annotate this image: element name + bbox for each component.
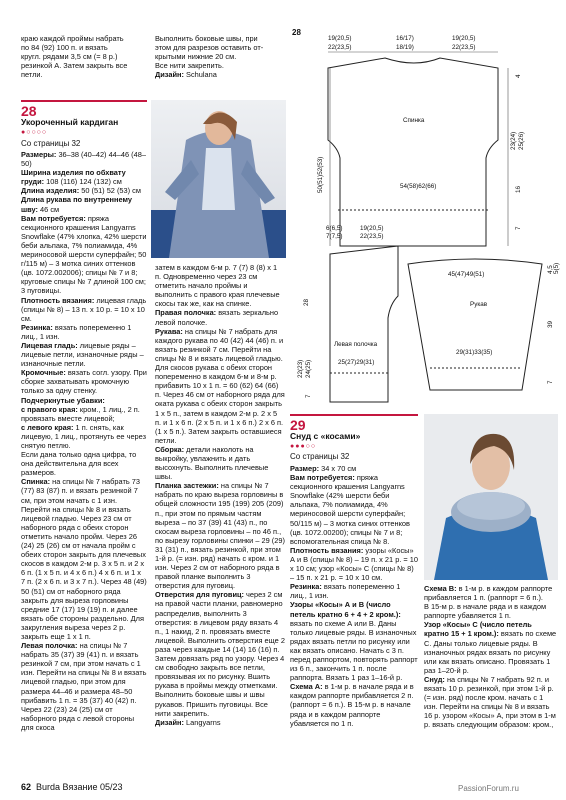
instruction-paragraph <box>155 481 285 590</box>
paragraph-heading: Снуд: <box>424 674 445 684</box>
back-top-mid-1: 16/17) <box>396 35 414 42</box>
snood-photo <box>424 414 558 580</box>
paragraph-heading: Кромочные: <box>21 368 66 378</box>
item-28-difficulty: ●○○○○ <box>21 129 48 136</box>
front-left-dim-4: 7 <box>305 394 312 398</box>
back-top-mid-2: 18/19) <box>396 44 414 51</box>
paragraph-text: Если дана только одна цифра, то она действительна для всех размеров. <box>21 450 137 478</box>
back-height: 50(51)52(53) <box>317 156 324 193</box>
paragraph-heading: Отверстия для пуговиц: <box>155 590 244 600</box>
instruction-paragraph <box>155 590 285 717</box>
paragraph-heading: Правая полочка: <box>155 308 217 318</box>
text-line: Все нити закрепить. <box>155 61 224 71</box>
front-label: Левая полочка <box>334 341 378 348</box>
instruction-paragraph <box>21 296 147 323</box>
paragraph-heading: Дизайн: <box>155 717 184 727</box>
paragraph-heading: Резинка: <box>290 582 322 592</box>
item-29-left-column <box>290 464 418 728</box>
paragraph-heading: Схема А: <box>290 682 323 692</box>
paragraph-text: 108 (116) 124 (132) см <box>44 177 122 187</box>
text-line: этом для разрезов оставить от- <box>155 43 264 53</box>
item-28-left-column <box>21 150 147 732</box>
top-mid-text <box>155 34 285 79</box>
paragraph-heading: Узор «Косы» С (число петель кратно 15 + 1 кром.): <box>424 620 532 639</box>
paragraph-text: вязать попеременно 1 лиц., 1 изн. <box>290 582 401 601</box>
back-piece <box>328 58 498 246</box>
instruction-paragraph <box>424 584 558 602</box>
paragraph-text: 50 (51) 52 (53) см <box>79 186 141 196</box>
paragraph-text: Langyarns <box>183 717 221 727</box>
paragraph-heading: с правого края: <box>21 404 78 414</box>
designer-label: Дизайн: <box>155 70 184 80</box>
instruction-paragraph <box>290 546 418 582</box>
paragraph-text: лицевая гладь (спицы № 8) – 13 п. х 10 р. = 10 х 10 см. <box>21 295 147 323</box>
instruction-paragraph <box>21 477 147 641</box>
paragraph-heading: Сборка: <box>155 444 185 454</box>
paragraph-text: на спицы № 7 набрать 35 (37) 39 (41) п. и вязать резинкой 7 см, при этом начать с 1 изн. Перейти на спицы № 8 и вязать лицевой гладью, при этом для размера 44–46 и размера 48–50 прибавить 1 п. = 35 (37) 40 (42) п. Через 22 (23) 24 (25) см от наборного ряда с левой стороны для скоса <box>21 641 147 732</box>
instruction-paragraph <box>21 423 147 450</box>
paragraph-heading: Схема В: <box>424 584 457 593</box>
footer <box>21 783 123 792</box>
front-piece <box>330 246 398 402</box>
front-left-dim-2: 22(23) <box>297 359 304 378</box>
instruction-paragraph <box>290 464 418 473</box>
sleeve-bottom: 29(31)33(35) <box>456 349 493 356</box>
paragraph-text: 34 х 70 см <box>319 464 357 473</box>
page-number: 62 <box>21 782 32 792</box>
paragraph-text: 1 п. снять, как лицевую, 1 лиц., протянуть ее через снятую петлю. <box>21 422 147 450</box>
paragraph-heading: Планка застежки: <box>155 481 219 491</box>
instruction-paragraph <box>424 602 558 620</box>
paragraph-text: через 2 см на правой части планки, равномерно распределив, выполнить 3 отверстия: в лицевом ряду вязать 4 п., 1 накид, 2 п. провязать вместе лицевой. Выполнить отверстия еще 2 раза через каждые 14 (14) 16 (16) п. Затем довязать ряд по узору. Через 4 см свободно закрыть все петли, провязывая их по рисунку. Вшить рукава в проймы между отметками. Выполнить боковые швы и швы рукавов. Пришить пуговицы. Все нити закрепить. <box>155 590 285 718</box>
instruction-paragraph <box>21 450 147 477</box>
instruction-paragraph <box>155 308 285 326</box>
instruction-paragraph <box>155 327 285 445</box>
paragraph-heading: Вам потребуется: <box>290 473 355 483</box>
paragraph-heading: Размеры: <box>21 150 57 159</box>
paragraph-heading: Рукава: <box>155 326 183 336</box>
text-line: петли. <box>21 70 43 80</box>
instruction-paragraph <box>21 323 147 341</box>
front-left-dim-1: 28 <box>303 298 310 306</box>
paragraph-text: детали наколоть на выкройку, увлажнить и дать высохнуть. Выполнить плечевые швы. <box>155 444 269 482</box>
front-top-2: 7(7,5) <box>326 233 343 240</box>
paragraph-text: на спицы № 7 набрать по краю выреза горловины в общей сложности 195 (199) 205 (209) п., при этом по прямым частям выреза – по 37 (39) 41 (43) п., по скосам выреза горловины – по 46 п., по вырезу горловины спинки – 29 (29) 31 (31) п., вязать резинкой, при этом 1-й р. (= изн. ряд) начать с кром. и 1 изн. Через 2 см от наборного ряда в правой планке выполнить 3 отверстия для пуговиц. <box>155 481 285 591</box>
cardigan-photo <box>151 100 286 258</box>
front-left-dim-3: 24(25) <box>305 359 312 378</box>
instruction-paragraph <box>21 368 147 395</box>
paragraph-text: пряжа секционного крашения Langyarns Snowflake (47% хлопка, 42% шерсти беби альпака, 7% полиамида, 4% мериносовой шерсти суперфайн; 50 г/115 м) – 3 мотка синих оттенков (цв. 1072.002006); спицы № 7 и 8; круговые спицы № 7 длиной 100 см; 3 пуговицы. <box>21 213 147 296</box>
sleeve-right-dim-2: 5(5) <box>553 262 560 274</box>
back-right-dim-2: 23(24) <box>510 131 517 150</box>
sleeve-right-dim-3: 39 <box>547 320 554 328</box>
watermark: PassionForum.ru <box>458 784 519 793</box>
paragraph-text: вязать попеременно 1 лиц., 1 изн. <box>21 322 132 341</box>
sleeve-right-dim-4: 7 <box>547 380 554 384</box>
paragraph-text: в 1-м р. в каждом раппорте прибавляется 1 п. (раппорт = 6 п.). <box>424 584 553 603</box>
instruction-paragraph <box>424 620 558 675</box>
section-28-rule <box>21 100 147 102</box>
instruction-paragraph <box>290 473 418 546</box>
paragraph-text: кром., 1 лиц., 2 п. провязать вместе лицевой; <box>21 404 140 423</box>
instruction-paragraph <box>290 682 418 727</box>
text-line: краю каждой проймы набрать <box>21 34 124 43</box>
magazine-name: Burda Вязание <box>36 782 98 792</box>
instruction-paragraph <box>21 396 147 405</box>
item-29-from-page: Со страницы 32 <box>290 452 350 461</box>
back-top-right-1: 19(20,5) <box>452 35 476 42</box>
instruction-paragraph <box>155 263 285 308</box>
front-width: 25(27)29(31) <box>338 359 375 366</box>
back-right-dim-5: 7 <box>515 226 522 230</box>
paragraph-text: вязать зеркально левой полочке. <box>155 308 279 327</box>
paragraph-heading: Подчеркнутые убавки: <box>21 395 105 405</box>
item-28-title: Укороченный кардиган <box>21 117 119 127</box>
item-29-title: Снуд с «косами» <box>290 431 361 441</box>
paragraph-text: на спицы № 7 набрать 92 п. и вязать 10 р. резинкой, при этом 1-й р. (= изн. ряд) после кром. начать с 1 изн. Перейти на спицы № 8 и вязать 16 р. узором «Косы» А, при этом в 1-м р. вязать следующим образом: кром., <box>424 674 556 730</box>
instruction-paragraph <box>21 641 147 732</box>
instruction-paragraph <box>21 341 147 368</box>
instruction-paragraph <box>21 168 147 186</box>
paragraph-heading: с левого края: <box>21 422 74 432</box>
designer-name: Schulana <box>186 70 217 80</box>
back-top-left-1: 19(20,5) <box>328 35 352 42</box>
back-top-right-2: 22(23,5) <box>452 44 476 51</box>
item-28-mid-column <box>155 263 285 727</box>
instruction-paragraph <box>21 214 147 296</box>
paragraph-heading: Ширина изделия по обхвату груди: <box>21 168 126 187</box>
paragraph-heading: Резинка: <box>21 322 53 332</box>
text-line: Выполнить боковые швы, при <box>155 34 258 43</box>
item-29-difficulty: ●●●○○ <box>290 443 317 450</box>
instruction-paragraph <box>21 150 147 168</box>
paragraph-text: пряжа секционного крашения Langyarns Snowflake (42% шерсти беби альпака, 7% полиамида, 4% мериносовой шерсти суперфайн; 50/115 м) – 3 мотка синих оттенков (цв. 1072.00200); спицы № 7 и 8; вспомогательная спица № 8. <box>290 473 410 546</box>
item-28-number: 28 <box>21 103 37 119</box>
sleeve-top: 45(47)49(51) <box>448 271 485 278</box>
paragraph-heading: Левая полочка: <box>21 641 78 651</box>
back-width: 54(58)62(66) <box>400 183 437 190</box>
back-label: Спинка <box>403 117 425 124</box>
issue: 05/23 <box>99 782 123 792</box>
paragraph-heading: Вам потребуется: <box>21 213 86 223</box>
paragraph-text: в 1-м р. в начале ряда и в каждом раппорте прибавляется 2 п. (раппорт = 6 п.). В 15-м р. в начале ряда и в каждом раппорте убавляется по 1 п. <box>290 682 414 728</box>
paragraph-heading: Лицевая гладь: <box>21 340 78 350</box>
paragraph-heading: Узоры «Косы» А и В (число петель кратно 6 + 4 + 2 кром.): <box>290 600 401 619</box>
paragraph-text: на спицы № 7 набрать 73 (77) 83 (87) п. и вязать резинкой 7 см, при этом начать с 1 изн. Перейти на спицы № 8 и вязать лицевой гладью. Через 23 см от наборного ряда с обеих сторон отметить начало пройм. Через 26 (24) 25 (26) см от начала пройм с обеих сторон закрыть для плечевых скосов в каждом 2-м р. 3 х 5 п. и 2 х 6 п. (1 х 5 п. и 4 х 6 п.) 4 х 6 п. и 1 х 7 п. (2 х 6 п. и 3 х 7 п.). Через 48 (49) 50 (51) см от наборного ряда закрыть для выреза горловины средние 17 (17) 19 (19) п. и далее вязать обе стороны раздельно. Для закругления выреза через 2 р. закрыть еще 1 х 1 п. <box>21 477 147 641</box>
text-line: по 84 (92) 100 п. и вязать <box>21 43 108 53</box>
paragraph-heading: Длина изделия: <box>21 186 80 196</box>
paragraph-text: 46 см <box>38 204 60 214</box>
instruction-paragraph <box>155 718 285 727</box>
instruction-paragraph <box>424 675 558 730</box>
top-left-text <box>21 34 146 79</box>
back-right-dim-1: 4 <box>515 74 522 78</box>
instruction-paragraph <box>21 405 147 423</box>
sleeve-piece <box>408 259 542 390</box>
section-29-rule <box>290 414 418 416</box>
back-right-dim-4: 16 <box>515 185 522 193</box>
item-29-number: 29 <box>290 417 306 433</box>
paragraph-text: В 15-м р. в начале ряда и в каждом раппорте убавляется 1 п. <box>424 602 547 621</box>
instruction-paragraph <box>290 600 418 682</box>
paragraph-heading: Размер: <box>290 464 320 473</box>
instruction-paragraph <box>155 445 285 481</box>
paragraph-text: вязать по схеме А или В. Даны только лицевые ряды. В изнаночных рядах вязать петли по рисунку или как вязать описано. Начать с 3 п. перед раппортом, повторять раппорт из 6 п., закончить 1 п. после раппорта. Вязать 1 раз 1–16-й р. <box>290 618 418 683</box>
paragraph-heading: Плотность вязания: <box>290 545 364 555</box>
pattern-label: 28 <box>292 28 301 37</box>
item-29-right-column <box>424 584 558 730</box>
text-line: крытыми нижние 20 см. <box>155 52 237 62</box>
front-top-1: 6(6,5) <box>326 225 343 232</box>
instruction-paragraph <box>21 186 147 195</box>
paragraph-heading: Длина рукава по внутреннему шву: <box>21 195 132 214</box>
paragraph-text: затем в каждом 6-м р. 7 (7) 8 (8) х 1 п. Одновременно через 23 см отметить начало проймы и выполнить с правого края плечевые скосы так же, как на спинке. <box>155 263 280 309</box>
pattern-diagram <box>290 28 560 426</box>
front-top-3: 19(20,5) <box>360 225 384 232</box>
paragraph-text: лицевые ряды – лицевые петли, изнаночные ряды – изнаночные петли. <box>21 340 144 369</box>
front-top-4: 22(23,5) <box>360 233 384 240</box>
paragraph-text: вязать согл. узору. При сборке захватывать кромочную только за одну стенку. <box>21 368 147 396</box>
back-top-left-2: 22(23,5) <box>328 44 352 51</box>
instruction-paragraph <box>290 582 418 600</box>
text-line: кругл. рядами 3,5 см (= 8 р.) <box>21 52 118 62</box>
paragraph-text: на спицы № 7 набрать для каждого рукава по 40 (42) 44 (46) п. и вязать резинкой 7 см. Перейти на спицы № 8 и вязать лицевой гладью. Для скосов рукава с обеих сторон попеременно в каждом 6-м и 8-м р. прибавить 10 х 1 п. = 60 (62) 64 (66) п. Через 46 см от наборного ряда для оката рукава с обеих сторон закрыть 1 х 5 п., затем в каждом 2-м р. 2 х 5 п. и 1 х 6 п. (2 х 5 п. и 1 х 6 п.) 2 х 6 п. (1 х 5 п.). Затем закрыть оставшиеся петли. <box>155 326 285 445</box>
instruction-paragraph <box>21 195 147 213</box>
sleeve-label: Рукав <box>470 301 488 308</box>
item-28-from-page: Со страницы 32 <box>21 139 81 148</box>
sleeve-right-dim-1: 4,5 <box>547 265 554 274</box>
text-line: резинкой А. Затем закрыть все <box>21 61 128 71</box>
paragraph-text: узоры «Косы» А и В (спицы № 8) – 19 п. х 21 р. = 10 х 10 см; узор «Косы» С (спицы № 8) – 15 п. х 21 р. = 10 х 10 см. <box>290 545 419 583</box>
paragraph-text: 36–38 (40–42) 44–46 (48–50) <box>21 150 146 169</box>
paragraph-text: вязать по схеме С. Даны только лицевые ряды. В изнаночных рядах вязать по рисунку или как вязать описано. Провязать 1 раз 1–20-й р. <box>424 629 557 675</box>
paragraph-heading: Спинка: <box>21 477 51 487</box>
paragraph-heading: Плотность вязания: <box>21 295 95 305</box>
back-right-dim-3: 25(26) <box>518 131 525 150</box>
